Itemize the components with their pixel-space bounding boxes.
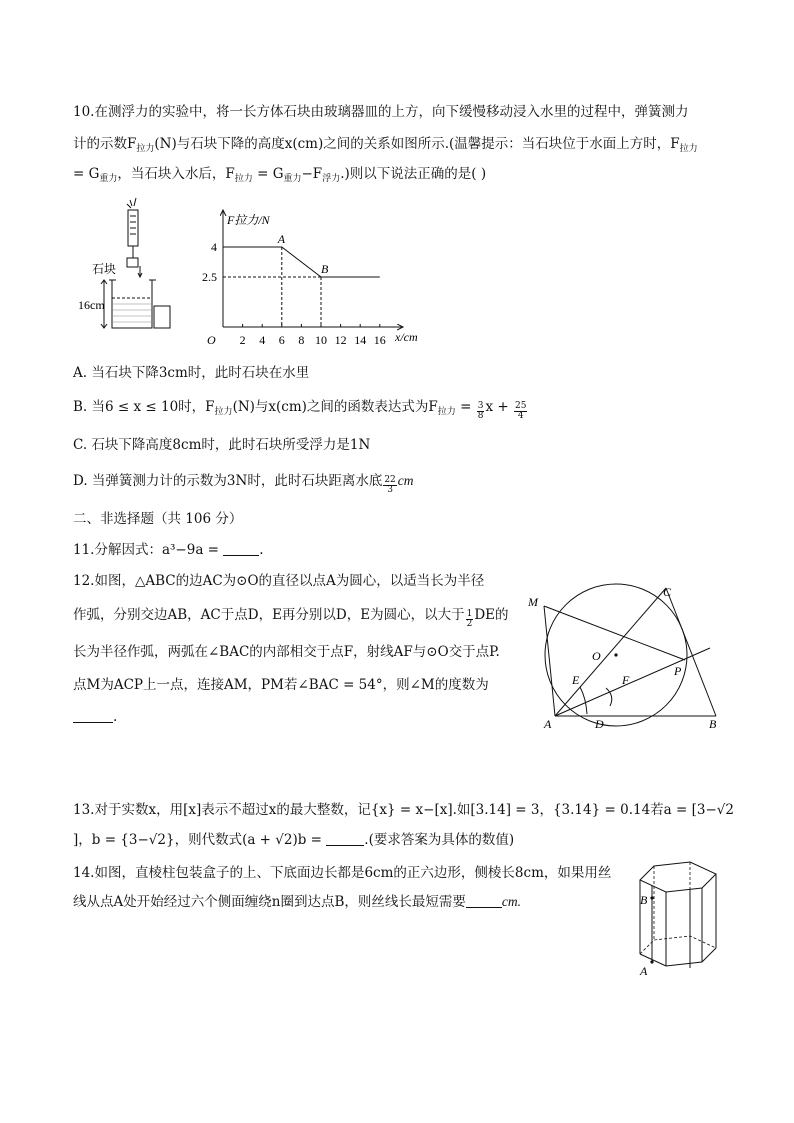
q13-line2: ]，b = {3−√2}，则代数式(a + √2)b = .(要求答案为具体的数值) xyxy=(73,832,515,848)
q10-option-c: C. 石块下降高度8cm时，此时石块所受浮力是1N xyxy=(73,437,371,453)
answer-blank[interactable] xyxy=(73,708,113,723)
segment-mp xyxy=(544,606,685,660)
fraction: $\frac{1}{2}$ xyxy=(466,609,473,629)
x-tick-label: 10 xyxy=(315,333,327,347)
y-axis-label: F拉力/N xyxy=(227,213,270,227)
stone-label: 石块 xyxy=(92,262,117,276)
q10-apparatus-figure xyxy=(78,196,182,342)
label-a: A xyxy=(544,717,552,731)
q11: 11.分解因式：a³−9a = . xyxy=(73,542,264,558)
overflow-cup-icon xyxy=(154,306,170,328)
q10-line1: 10.在测浮力的实验中，将一长方体石块由玻璃器皿的上方，向下缓慢移动浸入水里的过程中，弹簧测力 xyxy=(73,104,689,120)
q13-line1: 13.对于实数x，用[x]表示不超过x的最大整数，记{x} = x−[x].如[3.14] = 3，{3.14} = 0.14若a = [3−√2 xyxy=(73,802,734,818)
answer-blank[interactable] xyxy=(466,893,502,908)
segment-ac xyxy=(555,588,666,716)
q14-line2: 线从点A处开始经过六个侧面缠绕n圈到达点B，则丝线长最短需要 cm. xyxy=(73,894,521,910)
q10-line3: = $G_{重力}$，当石块入水后，$F_{拉力} = G_{重力}-F_{浮力}$.)则以下说法正确的是( ) xyxy=(73,166,487,184)
x-tick-label: 12 xyxy=(334,333,347,347)
label-p: P xyxy=(674,664,682,678)
fraction: $\frac{3}{8}$ xyxy=(477,401,484,421)
fraction: $\frac{25}{4}$ xyxy=(514,401,527,421)
section-title: 二、非选择题（共 106 分） xyxy=(73,511,243,527)
q12-line5: . xyxy=(73,708,117,726)
graph-marks xyxy=(202,232,386,347)
label-e: E xyxy=(572,673,580,687)
label-d: D xyxy=(595,717,604,731)
label-o: O xyxy=(592,649,601,663)
q12-line2: 作弧，分别交边AB，AC于点D，E再分别以D，E为圆心，以大于 $\frac{1}{2}$ DE的 xyxy=(73,607,509,629)
y-tick-label: 4 xyxy=(211,240,217,254)
height-label: 16cm xyxy=(78,298,105,312)
x-tick-label: 8 xyxy=(298,333,305,347)
q10-option-b: B. 当6 ≤ x ≤ 10时，$F_{拉力}(N)$与x(cm)之间的函数表达式为$F_{拉力}$ = $\frac{3}{8}$ x + $\frac{25}{4}$ xyxy=(73,399,527,421)
q14-prism-figure xyxy=(630,858,730,980)
stone-block-icon xyxy=(127,258,138,267)
q10-line2: 计的示数$F_{拉力}(N)$与石块下降的高度x(cm)之间的关系如图所示.(温馨提示：当石块位于水面上方时，$F_{拉力}$ xyxy=(73,136,698,154)
label-a: A xyxy=(640,964,648,978)
x-tick-label: 4 xyxy=(259,333,266,347)
label-b: B xyxy=(709,717,717,731)
q14-line1: 14.如图，直棱柱包装盒子的上、下底面边长都是6cm的正六边形，侧棱长8cm，如果用丝 xyxy=(73,865,612,881)
label-b: B xyxy=(640,893,648,907)
point-b-label: B xyxy=(321,262,329,276)
q12-line3: 长为半径作弧，两弧在∠BAC的内部相交于点F，射线AF与⊙O交于点P. xyxy=(73,644,500,660)
answer-blank[interactable] xyxy=(223,541,259,556)
label-c: C xyxy=(663,585,672,599)
q12-circle-figure xyxy=(520,576,730,734)
top-hexagon xyxy=(640,862,716,892)
origin-label: O xyxy=(207,333,216,347)
x-tick-label: 6 xyxy=(278,333,285,347)
point-a-label: A xyxy=(277,232,286,246)
x-tick-label: 2 xyxy=(239,333,246,347)
q10-force-graph xyxy=(195,200,435,350)
x-tick-label: 14 xyxy=(354,333,367,347)
hook-icon xyxy=(127,198,136,208)
arc-ed xyxy=(580,687,587,714)
fraction: $\frac{22}{3}$ xyxy=(384,475,396,495)
center-dot xyxy=(614,653,617,656)
x-tick-label: 16 xyxy=(373,333,386,347)
q12-line1: 12.如图，△ABC的边AC为⊙O的直径以点A为圆心，以适当长为半径 xyxy=(73,573,485,589)
y-tick-label: 2.5 xyxy=(202,270,217,284)
q10-option-d: D. 当弹簧测力计的示数为3N时，此时石块距离水底 $\frac{22}{3}$ cm xyxy=(73,473,414,495)
label-f: F xyxy=(622,673,630,687)
answer-blank[interactable] xyxy=(326,831,364,846)
q12-line4: 点M为ACP上一点，连接AM，PM若∠BAC = 54°，则∠M的度数为 xyxy=(73,677,489,693)
force-line xyxy=(223,247,380,277)
x-axis-label: x/cm xyxy=(395,330,418,344)
q10-option-a: A. 当石块下降3cm时，此时石块在水里 xyxy=(73,365,310,381)
arc-f xyxy=(606,688,612,706)
label-m: M xyxy=(528,595,538,609)
